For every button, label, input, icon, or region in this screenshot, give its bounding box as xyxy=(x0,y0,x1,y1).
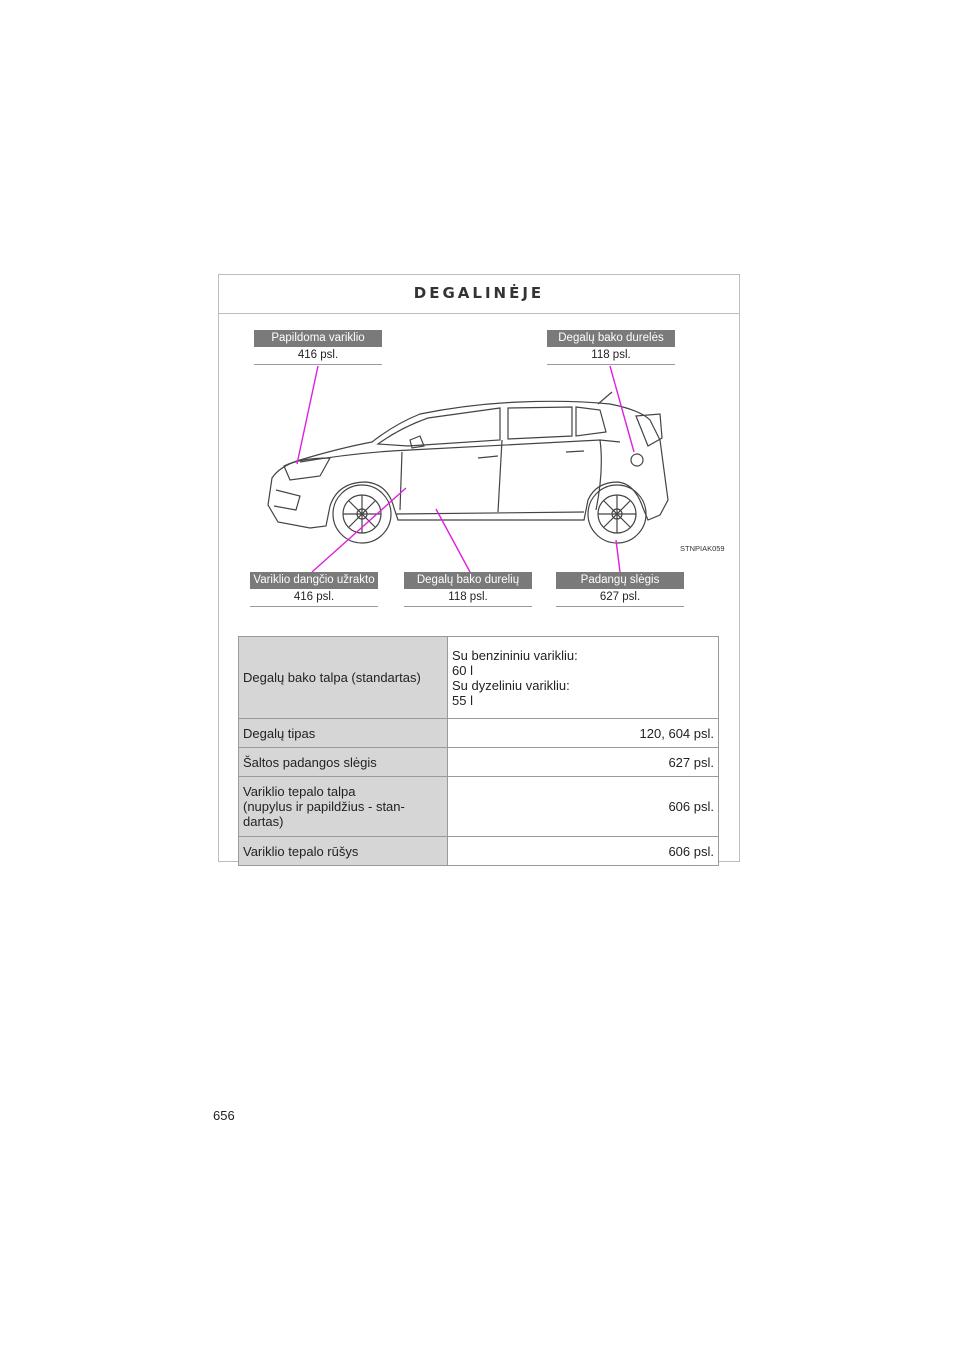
row-label: Šaltos padangos slėgis xyxy=(239,748,448,777)
row-label: Degalų tipas xyxy=(239,719,448,748)
callout-fuel-door-opener xyxy=(404,572,532,608)
page-number: 656 xyxy=(213,1108,235,1123)
callout-page-ref: 416 psl. xyxy=(254,347,382,365)
row-value: 627 psl. xyxy=(448,748,719,777)
table-row xyxy=(239,777,719,837)
row-value: 606 psl. xyxy=(448,777,719,837)
callout-page-ref: 118 psl. xyxy=(547,347,675,365)
label-line: (nupylus ir papildžius - stan- xyxy=(243,799,405,814)
table-row xyxy=(239,637,719,719)
row-label: Variklio tepalo rūšys xyxy=(239,837,448,866)
callout-page-ref: 118 psl. xyxy=(404,589,532,607)
row-value: 606 psl. xyxy=(448,837,719,866)
callout-engine-hood-support xyxy=(254,330,382,366)
section-title: DEGALINĖJE xyxy=(219,275,739,314)
table-row xyxy=(239,837,719,866)
row-label: Degalų bako talpa (standartas) xyxy=(239,637,448,719)
spec-table xyxy=(238,636,719,866)
label-line: Variklio tepalo talpa xyxy=(243,784,356,799)
label-line: dartas) xyxy=(243,814,284,829)
row-value xyxy=(448,637,719,719)
value-line: 55 l xyxy=(452,692,473,708)
table-row xyxy=(239,719,719,748)
row-label xyxy=(239,777,448,837)
callout-label: Padangų slėgis xyxy=(556,572,684,589)
illustration-code: STNPIAK059 xyxy=(680,544,725,553)
callout-label: Degalų bako durelės xyxy=(547,330,675,347)
value-line: 60 l xyxy=(452,662,473,678)
table-row xyxy=(239,748,719,777)
callout-label: Variklio dangčio užrakto xyxy=(250,572,378,589)
callout-tire-pressure xyxy=(556,572,684,608)
callout-label: Degalų bako durelių xyxy=(404,572,532,589)
callout-page-ref: 627 psl. xyxy=(556,589,684,607)
callout-hood-lock xyxy=(250,572,378,608)
row-value: 120, 604 psl. xyxy=(448,719,719,748)
callout-fuel-door xyxy=(547,330,675,366)
value-line: Su benzininiu varikliu: xyxy=(452,647,578,663)
callout-page-ref: 416 psl. xyxy=(250,589,378,607)
value-line: Su dyzeliniu varikliu: xyxy=(452,677,570,693)
callout-label: Papildoma variklio xyxy=(254,330,382,347)
